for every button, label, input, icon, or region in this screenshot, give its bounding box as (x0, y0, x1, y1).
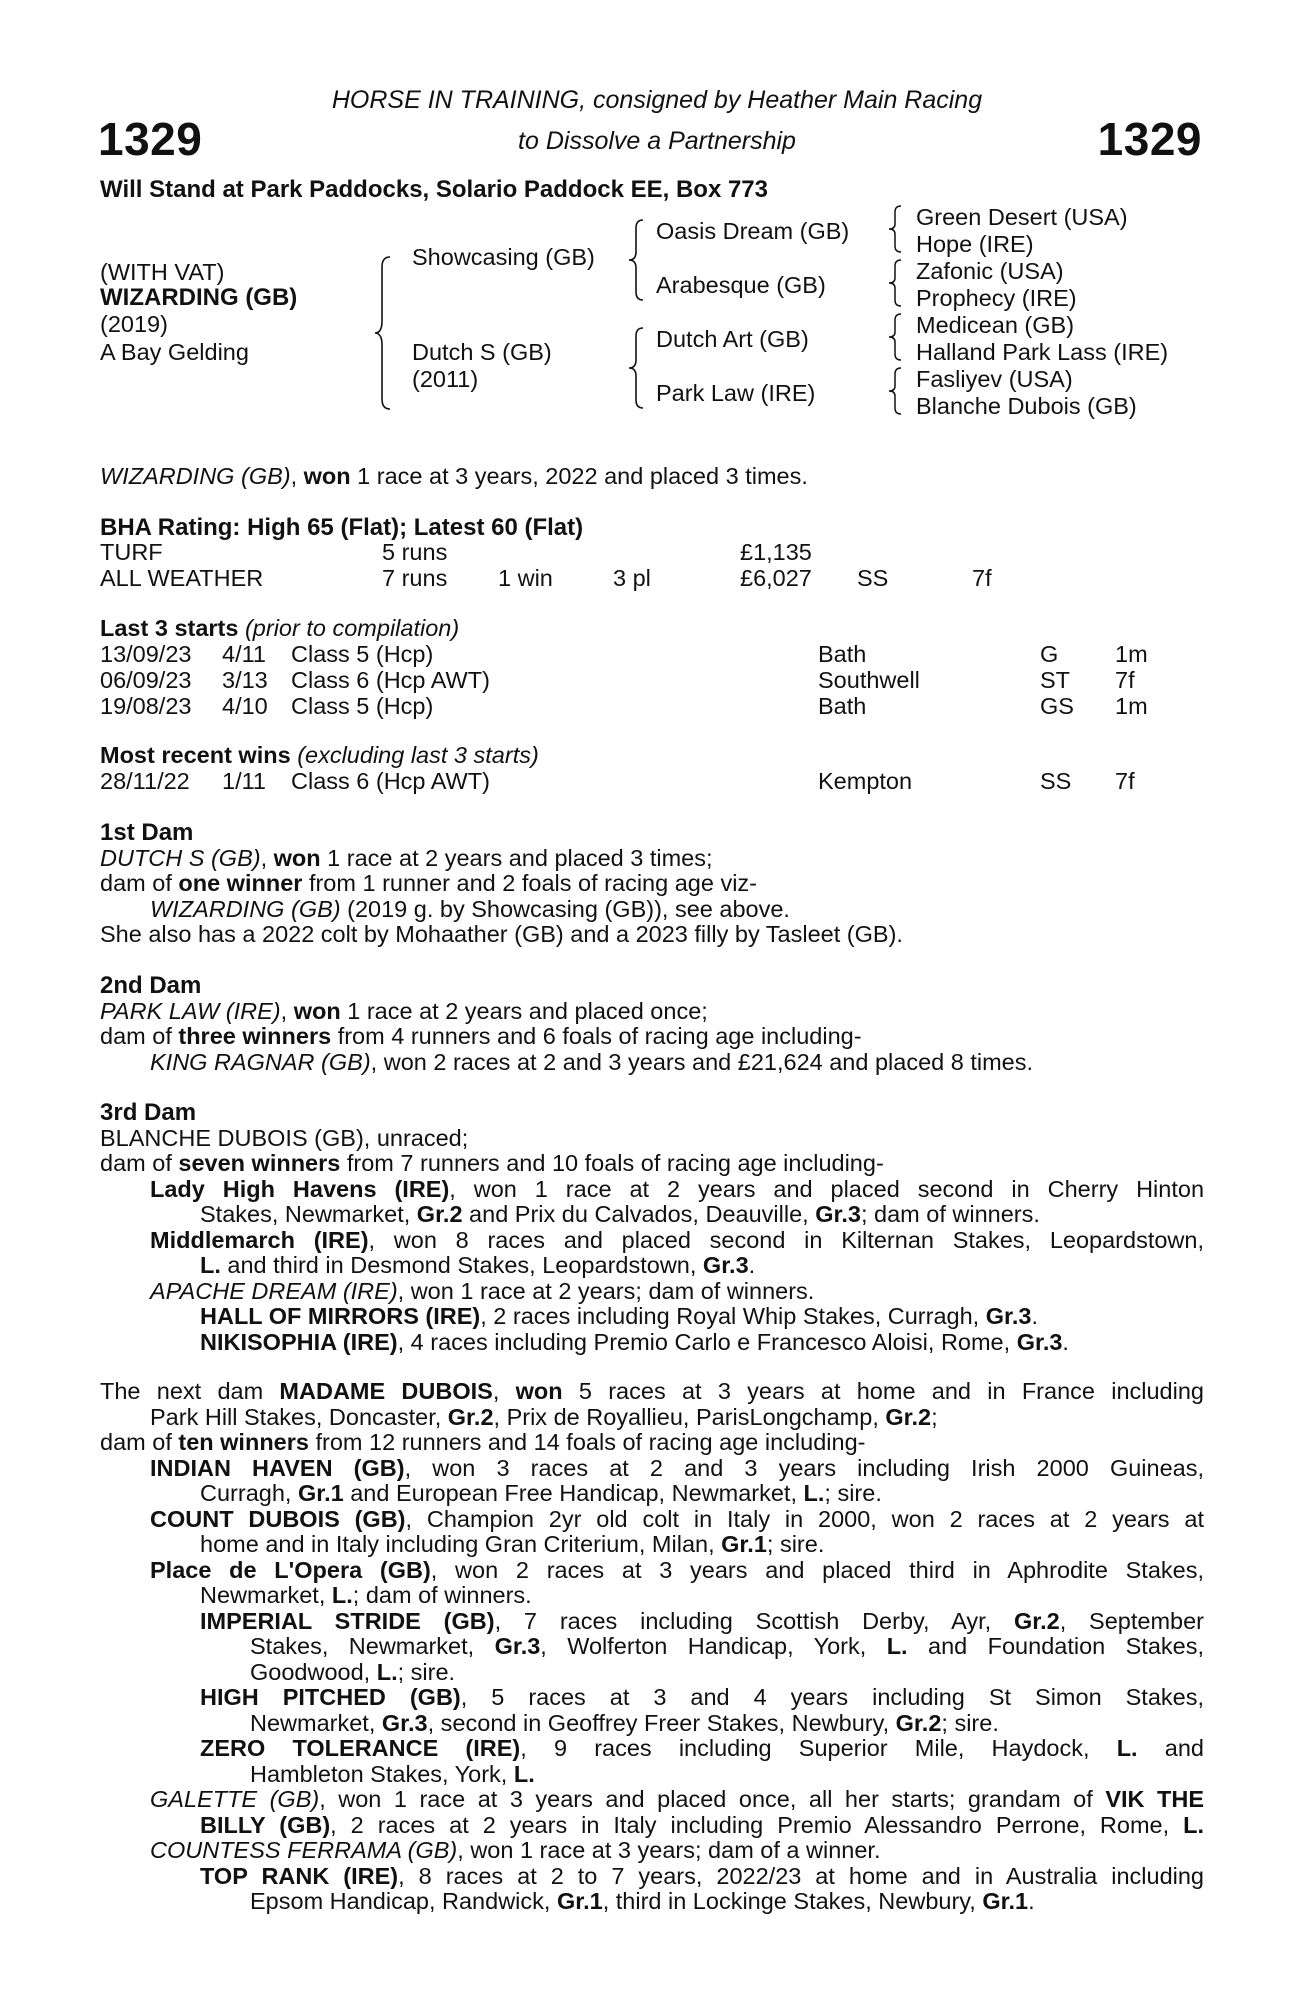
entry-text: ; sire. (824, 1480, 882, 1506)
entry-text: , September (1059, 1607, 1205, 1634)
entry-text: ; sire. (766, 1531, 825, 1557)
entry-text: , third in Lockinge Stakes, Newbury, (602, 1888, 983, 1914)
aw-money: £6,027 (740, 565, 812, 591)
produce-entry (100, 1558, 1204, 1584)
win-course: Kempton (818, 768, 913, 794)
grade: Gr.3 (985, 1303, 1032, 1329)
dam-name: MADAME DUBOIS (279, 1378, 493, 1404)
start-class: Class 6 (Hcp AWT) (291, 667, 490, 693)
horse-name: INDIAN HAVEN (GB) (150, 1454, 405, 1481)
produce-count: seven winners (178, 1150, 341, 1176)
first-dam-produce (100, 871, 1204, 897)
horse-name: GALETTE (GB) (150, 1786, 320, 1812)
produce-entry (100, 1456, 1204, 1482)
summary-won: won (303, 463, 351, 489)
produce-text: from 4 runners and 6 foals of racing age including- (331, 1023, 862, 1049)
entry-text: and European Free Handicap, Newmarket, (343, 1480, 804, 1506)
aw-label: ALL WEATHER (100, 565, 264, 591)
vat-note: (WITH VAT) (100, 259, 225, 285)
listed: L. (376, 1658, 398, 1685)
produce-entry (100, 1177, 1204, 1203)
second-dam-produce (100, 1024, 1204, 1050)
entry-text: ; dam of winners. (352, 1582, 532, 1608)
entry-text: home and in Italy including Gran Criterium, Milan, (200, 1531, 722, 1557)
summary-horse: WIZARDING (GB) (100, 463, 291, 489)
first-dam-heading: 1st Dam (100, 819, 194, 846)
next-dam-section (100, 1379, 1204, 1915)
start-course: Southwell (818, 667, 920, 693)
entry-text: ; sire. (941, 1709, 999, 1736)
dam-record: 1 race at 2 years and placed once; (340, 997, 708, 1024)
turf-money: £1,135 (740, 539, 812, 565)
produce-entry (100, 1864, 1204, 1890)
dam-sire: Dutch Art (GB) (656, 326, 809, 352)
produce-entry (100, 1279, 1204, 1305)
horse-name: ZERO TOLERANCE (IRE) (200, 1735, 521, 1761)
horse-name: APACHE DREAM (IRE) (150, 1277, 398, 1304)
win-distance: 7f (1115, 768, 1135, 794)
produce-prefix: dam of (100, 1429, 179, 1455)
next-dam-line (100, 1379, 1204, 1405)
start-distance: 1m (1115, 641, 1148, 667)
grade: Gr.2 (447, 1403, 494, 1430)
first-dam-line: DUTCH S (GB), won 1 race at 2 years and placed 3 times; (100, 844, 713, 871)
grade: Gr.1 (556, 1888, 603, 1914)
sire-sire: Oasis Dream (GB) (656, 218, 850, 244)
produce-entry (100, 1330, 1204, 1356)
grade: Gr.3 (494, 1633, 541, 1659)
gg-8: Blanche Dubois (GB) (916, 393, 1137, 419)
bha-rating: BHA Rating: High 65 (Flat); Latest 60 (Flat) (100, 514, 584, 541)
horse-name: NIKISOPHIA (IRE) (200, 1328, 398, 1355)
entry-text: , 5 races at 3 and 4 years including St Simon Stakes, (460, 1684, 1204, 1710)
entry-text: , (492, 1378, 516, 1404)
aw-distance: 7f (972, 565, 992, 591)
start-distance: 1m (1115, 693, 1148, 719)
entry-text: and third in Desmond Stakes, Leopardstown, (220, 1252, 703, 1278)
produce-entry (100, 1609, 1204, 1635)
produce-entry (100, 1736, 1204, 1762)
entry-text: , 9 races including Superior Mile, Haydock, (520, 1735, 1117, 1761)
produce-entry-cont (100, 1481, 1204, 1507)
second-dam-foal (100, 1050, 1204, 1076)
pedigree-brace-3c (888, 312, 904, 362)
third-dam-heading: 3rd Dam (100, 1099, 197, 1126)
last3-heading (100, 616, 459, 642)
start-class: Class 5 (Hcp) (291, 693, 434, 719)
produce-entry (100, 1685, 1204, 1711)
entry-text: . (1028, 1888, 1035, 1914)
pedigree-brace-1 (374, 255, 394, 411)
entry-text: , won 2 races at 3 years and placed third in Aphrodite Stakes, (430, 1556, 1205, 1583)
produce-text: from 7 runners and 10 foals of racing age including- (340, 1150, 884, 1176)
first-dam-note: She also has a 2022 colt by Mohaather (GB) and a 2023 filly by Tasleet (GB). (100, 921, 903, 947)
start-going: G (1040, 641, 1059, 667)
dam-name: DUTCH S (GB) (100, 844, 261, 871)
first-dam-foal (100, 897, 1204, 923)
gg-5: Medicean (GB) (916, 312, 1075, 338)
gg-1: Green Desert (USA) (916, 204, 1128, 230)
start-course: Bath (818, 641, 867, 667)
gg-2: Hope (IRE) (916, 231, 1034, 257)
produce-text: from 12 runners and 14 foals of racing age including- (308, 1429, 866, 1455)
pedigree-brace-2a (628, 218, 646, 302)
grade: Gr.3 (381, 1709, 428, 1736)
horse-name: WIZARDING (GB) (100, 284, 298, 311)
produce-entry-cont (100, 1762, 1204, 1788)
win-class: Class 6 (Hcp AWT) (291, 768, 490, 794)
produce-entry-cont (100, 1634, 1204, 1660)
dam-record: 1 race at 2 years and placed 3 times; (320, 844, 713, 871)
third-dam-line: BLANCHE DUBOIS (GB), unraced; (100, 1124, 469, 1151)
produce-entry-cont (100, 1202, 1204, 1228)
entry-text: Goodwood, (250, 1658, 377, 1685)
second-dam-line: PARK LAW (IRE), won 1 race at 2 years and placed once; (100, 997, 708, 1024)
entry-text: and Foundation Stakes, (907, 1633, 1204, 1659)
entry-text: Newmarket, (250, 1709, 382, 1736)
last3-note: (prior to compilation) (244, 615, 460, 641)
start-distance: 7f (1115, 667, 1135, 693)
won-word: won (273, 844, 321, 871)
aw-going: SS (857, 565, 889, 591)
grade: Gr.1 (297, 1480, 344, 1506)
horse-name: Middlemarch (IRE) (150, 1226, 369, 1253)
win-position: 1/11 (222, 768, 266, 794)
entry-text: , Champion 2yr old colt in Italy in 2000, won 2 races at 2 years at (405, 1505, 1204, 1532)
grade: Gr.3 (702, 1252, 749, 1278)
recent-title: Most recent wins (100, 742, 291, 768)
grade: Gr.2 (885, 1403, 932, 1430)
produce-entry (100, 1507, 1204, 1533)
listed: L. (1183, 1811, 1205, 1838)
grade: Gr.1 (721, 1531, 767, 1557)
entry-text: The next dam (100, 1378, 280, 1404)
horse-name: BILLY (GB) (200, 1811, 331, 1838)
start-going: ST (1040, 667, 1071, 693)
produce-entry-cont (100, 1660, 1204, 1686)
next-dam-produce (100, 1430, 1204, 1456)
entry-text: and (1137, 1735, 1204, 1761)
dam: Dutch S (GB) (412, 339, 552, 365)
gg-3: Zafonic (USA) (916, 258, 1064, 284)
horse-name: COUNT DUBOIS (GB) (150, 1505, 406, 1532)
horse-name: VIK THE (1105, 1786, 1205, 1812)
grade: Gr.3 (815, 1201, 861, 1227)
lot-number-right: 1329 (1097, 113, 1202, 165)
dam-year: (2011) (412, 366, 479, 392)
entry-text: , 8 races at 2 to 7 years, 2022/23 at home and in Australia including (398, 1862, 1204, 1889)
entry-text: Stakes, Newmarket, (200, 1201, 417, 1227)
lot-number-left: 1329 (98, 113, 203, 165)
foal-text: , won 2 races at 2 and 3 years and £21,624 and placed 8 times. (370, 1048, 1034, 1075)
race-summary: WIZARDING (GB), won 1 race at 3 years, 2022 and placed 3 times. (100, 463, 808, 489)
entry-text: ; dam of winners. (860, 1201, 1040, 1227)
start-position: 4/11 (222, 641, 266, 667)
produce-prefix: dam of (100, 870, 179, 896)
produce-entry (100, 1838, 1204, 1864)
pedigree-brace-3b (888, 258, 904, 308)
listed: L. (1116, 1735, 1138, 1761)
sire: Showcasing (GB) (412, 244, 595, 270)
start-date: 19/08/23 (100, 693, 192, 719)
gg-4: Prophecy (IRE) (916, 285, 1077, 311)
horse-description: A Bay Gelding (100, 339, 249, 365)
second-dam-section (100, 973, 1204, 1075)
entry-text: Curragh, (200, 1480, 298, 1506)
produce-entry-cont (100, 1813, 1204, 1839)
won-word: won (515, 1378, 563, 1404)
sire-dam: Arabesque (GB) (656, 272, 826, 298)
third-dam-section (100, 1100, 1204, 1355)
start-position: 3/13 (222, 667, 268, 693)
recent-note: (excluding last 3 starts) (297, 742, 539, 768)
listed: L. (331, 1582, 353, 1608)
entry-text: ; (931, 1403, 938, 1430)
win-going: SS (1040, 768, 1072, 794)
listed: L. (803, 1480, 825, 1506)
horse-name: HIGH PITCHED (GB) (200, 1684, 461, 1710)
next-dam-line-cont (100, 1405, 1204, 1431)
summary-text: 1 race at 3 years, 2022 and placed 3 times. (350, 463, 808, 489)
start-position: 4/10 (222, 693, 268, 719)
entry-text: , 2 races including Royal Whip Stakes, Curragh, (480, 1303, 986, 1329)
aw-placed: 3 pl (613, 565, 651, 591)
dam-name: PARK LAW (IRE) (100, 997, 281, 1024)
entry-text: , won 1 race at 3 years; dam of a winner. (457, 1837, 881, 1863)
grade: Gr.2 (895, 1709, 942, 1736)
grade: Gr.3 (1016, 1328, 1063, 1355)
foal-text: (2019 g. by Showcasing (GB)), see above. (340, 895, 790, 922)
entry-text: , 2 races at 2 years in Italy including Premio Alessandro Perrone, Rome, (330, 1811, 1184, 1838)
third-dam-produce (100, 1151, 1204, 1177)
horse-name: Place de L'Opera (GB) (150, 1556, 431, 1583)
produce-entry-cont (100, 1532, 1204, 1558)
entry-text: 5 races at 3 years at home and in France including (562, 1378, 1204, 1404)
entry-text: Stakes, Newmarket, (250, 1633, 495, 1659)
horse-name: COUNTESS FERRAMA (GB) (150, 1837, 458, 1863)
listed: L. (200, 1252, 221, 1278)
entry-text: , won 3 races at 2 and 3 years including Irish 2000 Guineas, (404, 1454, 1204, 1481)
gg-7: Fasliyev (USA) (916, 366, 1073, 392)
produce-text: from 1 runner and 2 foals of racing age viz- (302, 870, 757, 896)
entry-text: . (748, 1252, 756, 1278)
aw-runs: 7 runs (382, 565, 448, 591)
start-date: 13/09/23 (100, 641, 192, 667)
grade: Gr.2 (416, 1201, 463, 1227)
recent-wins-heading (100, 743, 539, 769)
produce-entry-cont (100, 1889, 1204, 1915)
entry-text: . (1031, 1303, 1038, 1329)
aw-wins: 1 win (498, 565, 553, 591)
win-date: 28/11/22 (100, 768, 190, 794)
produce-entry (100, 1787, 1204, 1813)
produce-count: ten winners (178, 1429, 309, 1455)
horse-name: Lady High Havens (IRE) (150, 1175, 450, 1202)
foal-name: KING RAGNAR (GB) (150, 1048, 371, 1075)
entry-text: , 4 races including Premio Carlo e Francesco Aloisi, Rome, (397, 1328, 1017, 1355)
start-going: GS (1040, 693, 1074, 719)
entry-text: , won 1 race at 3 years and placed once, all her starts; grandam of (319, 1786, 1106, 1812)
entry-text: , won 8 races and placed second in Kilternan Stakes, Leopardstown, (368, 1226, 1204, 1253)
produce-count: three winners (178, 1023, 332, 1049)
first-dam-section (100, 820, 1204, 948)
entry-text: . (1062, 1328, 1069, 1355)
pedigree-brace-3d (888, 366, 904, 416)
won-word: won (293, 997, 341, 1024)
produce-entry-cont (100, 1583, 1204, 1609)
horse-year: (2019) (100, 311, 168, 337)
grade: Gr.2 (1013, 1607, 1060, 1634)
turf-label: TURF (100, 539, 163, 565)
produce-prefix: dam of (100, 1023, 179, 1049)
produce-count: one winner (178, 870, 303, 896)
entry-text: , 7 races including Scottish Derby, Ayr, (494, 1607, 1014, 1634)
entry-text: , won 1 race at 2 years and placed second in Cherry Hinton (449, 1175, 1205, 1202)
entry-text: Epsom Handicap, Randwick, (250, 1888, 557, 1914)
stand-location: Will Stand at Park Paddocks, Solario Paddock EE, Box 773 (100, 176, 769, 203)
dam-dam: Park Law (IRE) (656, 380, 816, 406)
produce-entry-cont (100, 1711, 1204, 1737)
gg-6: Halland Park Lass (IRE) (916, 339, 1169, 365)
second-dam-heading: 2nd Dam (100, 972, 202, 999)
start-class: Class 5 (Hcp) (291, 641, 434, 667)
last3-title: Last 3 starts (100, 615, 239, 641)
entry-text: and Prix du Calvados, Deauville, (462, 1201, 816, 1227)
start-date: 06/09/23 (100, 667, 192, 693)
entry-text: ; sire. (397, 1658, 456, 1685)
foal-name: WIZARDING (GB) (150, 895, 341, 922)
turf-runs: 5 runs (382, 539, 448, 565)
produce-entry (100, 1228, 1204, 1254)
produce-entry (100, 1304, 1204, 1330)
entry-text: , won 1 race at 2 years; dam of winners. (397, 1277, 815, 1304)
pedigree-brace-2b (628, 326, 646, 410)
entry-text: , Wolferton Handicap, York, (540, 1633, 887, 1659)
horse-name: TOP RANK (IRE) (200, 1862, 399, 1889)
lot-heading-line2: to Dissolve a Partnership (518, 127, 796, 155)
entry-text: Park Hill Stakes, Doncaster, (150, 1403, 448, 1430)
lot-heading-line1: HORSE IN TRAINING, consigned by Heather Main Racing (331, 86, 983, 114)
entry-text: , Prix de Royallieu, ParisLongchamp, (493, 1403, 886, 1430)
entry-text: Hambleton Stakes, York, (250, 1760, 514, 1787)
produce-prefix: dam of (100, 1150, 179, 1176)
horse-name: IMPERIAL STRIDE (GB) (200, 1607, 495, 1634)
listed: L. (513, 1760, 535, 1787)
produce-entry-cont (100, 1253, 1204, 1279)
listed: L. (886, 1633, 908, 1659)
grade: Gr.1 (982, 1888, 1029, 1914)
entry-text: Newmarket, (200, 1582, 332, 1608)
start-course: Bath (818, 693, 867, 719)
pedigree-brace-3a (888, 204, 904, 254)
horse-name: HALL OF MIRRORS (IRE) (200, 1303, 481, 1329)
entry-text: , second in Geoffrey Freer Stakes, Newbury, (427, 1709, 896, 1736)
